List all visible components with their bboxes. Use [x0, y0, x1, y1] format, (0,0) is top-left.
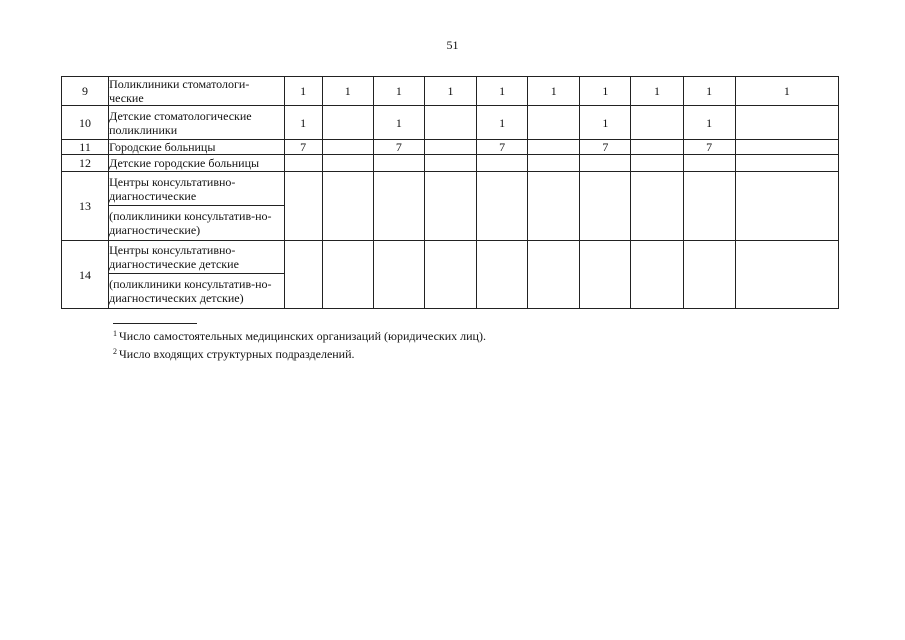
value-cell	[424, 172, 476, 241]
page-number: 51	[446, 38, 459, 52]
footnote-2	[113, 345, 486, 363]
value-cell	[477, 172, 528, 241]
table-row	[62, 106, 839, 140]
value-cell: 1	[477, 77, 528, 106]
value-cell	[373, 241, 424, 309]
value-cell	[631, 140, 683, 155]
value-cell	[424, 155, 476, 172]
value-cell	[683, 241, 735, 309]
value-cell: 1	[373, 77, 424, 106]
value-cell	[735, 172, 838, 241]
value-cell	[477, 155, 528, 172]
footnote-mark: 1	[113, 329, 117, 338]
table-row	[62, 140, 839, 155]
table-row	[62, 172, 839, 206]
statistics-table	[61, 76, 839, 309]
value-cell	[284, 172, 322, 241]
value-cell	[424, 241, 476, 309]
row-number: 12	[62, 155, 109, 172]
value-cell	[528, 155, 580, 172]
row-name: Центры консультативно-диагностические детские	[109, 241, 284, 274]
row-name: Центры консультативно-диагностические	[109, 172, 284, 206]
value-cell	[631, 106, 683, 140]
row-name: Поликлиники стоматологи-ческие	[109, 77, 284, 106]
row-name-sub: (поликлиники консультатив-но-диагностических детские)	[109, 274, 284, 309]
value-cell	[735, 241, 838, 309]
value-cell: 1	[477, 106, 528, 140]
value-cell: 1	[284, 106, 322, 140]
row-number: 10	[62, 106, 109, 140]
value-cell	[580, 241, 631, 309]
value-cell: 1	[580, 77, 631, 106]
value-cell: 1	[322, 77, 373, 106]
table-body	[62, 77, 839, 309]
value-cell	[683, 155, 735, 172]
value-cell: 1	[683, 77, 735, 106]
footnote-text: Число самостоятельных медицинских организаций (юридических лиц).	[119, 329, 486, 343]
table-row	[62, 77, 839, 106]
value-cell	[284, 155, 322, 172]
table-row	[62, 155, 839, 172]
table-row	[62, 241, 839, 274]
row-name: Детские городские больницы	[109, 155, 284, 172]
value-cell	[735, 140, 838, 155]
value-cell: 7	[284, 140, 322, 155]
value-cell: 7	[683, 140, 735, 155]
value-cell: 7	[580, 140, 631, 155]
value-cell	[424, 140, 476, 155]
value-cell	[580, 172, 631, 241]
value-cell	[528, 241, 580, 309]
value-cell: 1	[683, 106, 735, 140]
footnotes	[113, 327, 486, 363]
row-number: 9	[62, 77, 109, 106]
row-number: 11	[62, 140, 109, 155]
value-cell	[322, 106, 373, 140]
value-cell	[284, 241, 322, 309]
row-number: 13	[62, 172, 109, 241]
row-number: 14	[62, 241, 109, 309]
value-cell: 1	[373, 106, 424, 140]
value-cell	[735, 155, 838, 172]
value-cell: 1	[284, 77, 322, 106]
value-cell: 1	[528, 77, 580, 106]
row-name-sub: (поликлиники консультатив-но-диагностические)	[109, 206, 284, 241]
row-name: Городские больницы	[109, 140, 284, 155]
value-cell: 1	[735, 77, 838, 106]
value-cell	[580, 155, 631, 172]
value-cell	[322, 172, 373, 241]
value-cell: 1	[424, 77, 476, 106]
value-cell	[631, 241, 683, 309]
value-cell	[373, 172, 424, 241]
footnote-mark: 2	[113, 347, 117, 356]
value-cell	[735, 106, 838, 140]
footnote-divider	[113, 323, 197, 324]
value-cell	[631, 172, 683, 241]
value-cell: 7	[477, 140, 528, 155]
value-cell	[528, 172, 580, 241]
value-cell	[683, 172, 735, 241]
footnote-text: Число входящих структурных подразделений.	[119, 347, 355, 361]
footnote-1	[113, 327, 486, 345]
row-name: Детские стоматологические поликлиники	[109, 106, 284, 140]
value-cell	[528, 106, 580, 140]
value-cell: 1	[631, 77, 683, 106]
value-cell	[477, 241, 528, 309]
value-cell	[424, 106, 476, 140]
value-cell	[322, 155, 373, 172]
value-cell: 7	[373, 140, 424, 155]
value-cell: 1	[580, 106, 631, 140]
value-cell	[322, 241, 373, 309]
value-cell	[528, 140, 580, 155]
value-cell	[373, 155, 424, 172]
value-cell	[322, 140, 373, 155]
value-cell	[631, 155, 683, 172]
